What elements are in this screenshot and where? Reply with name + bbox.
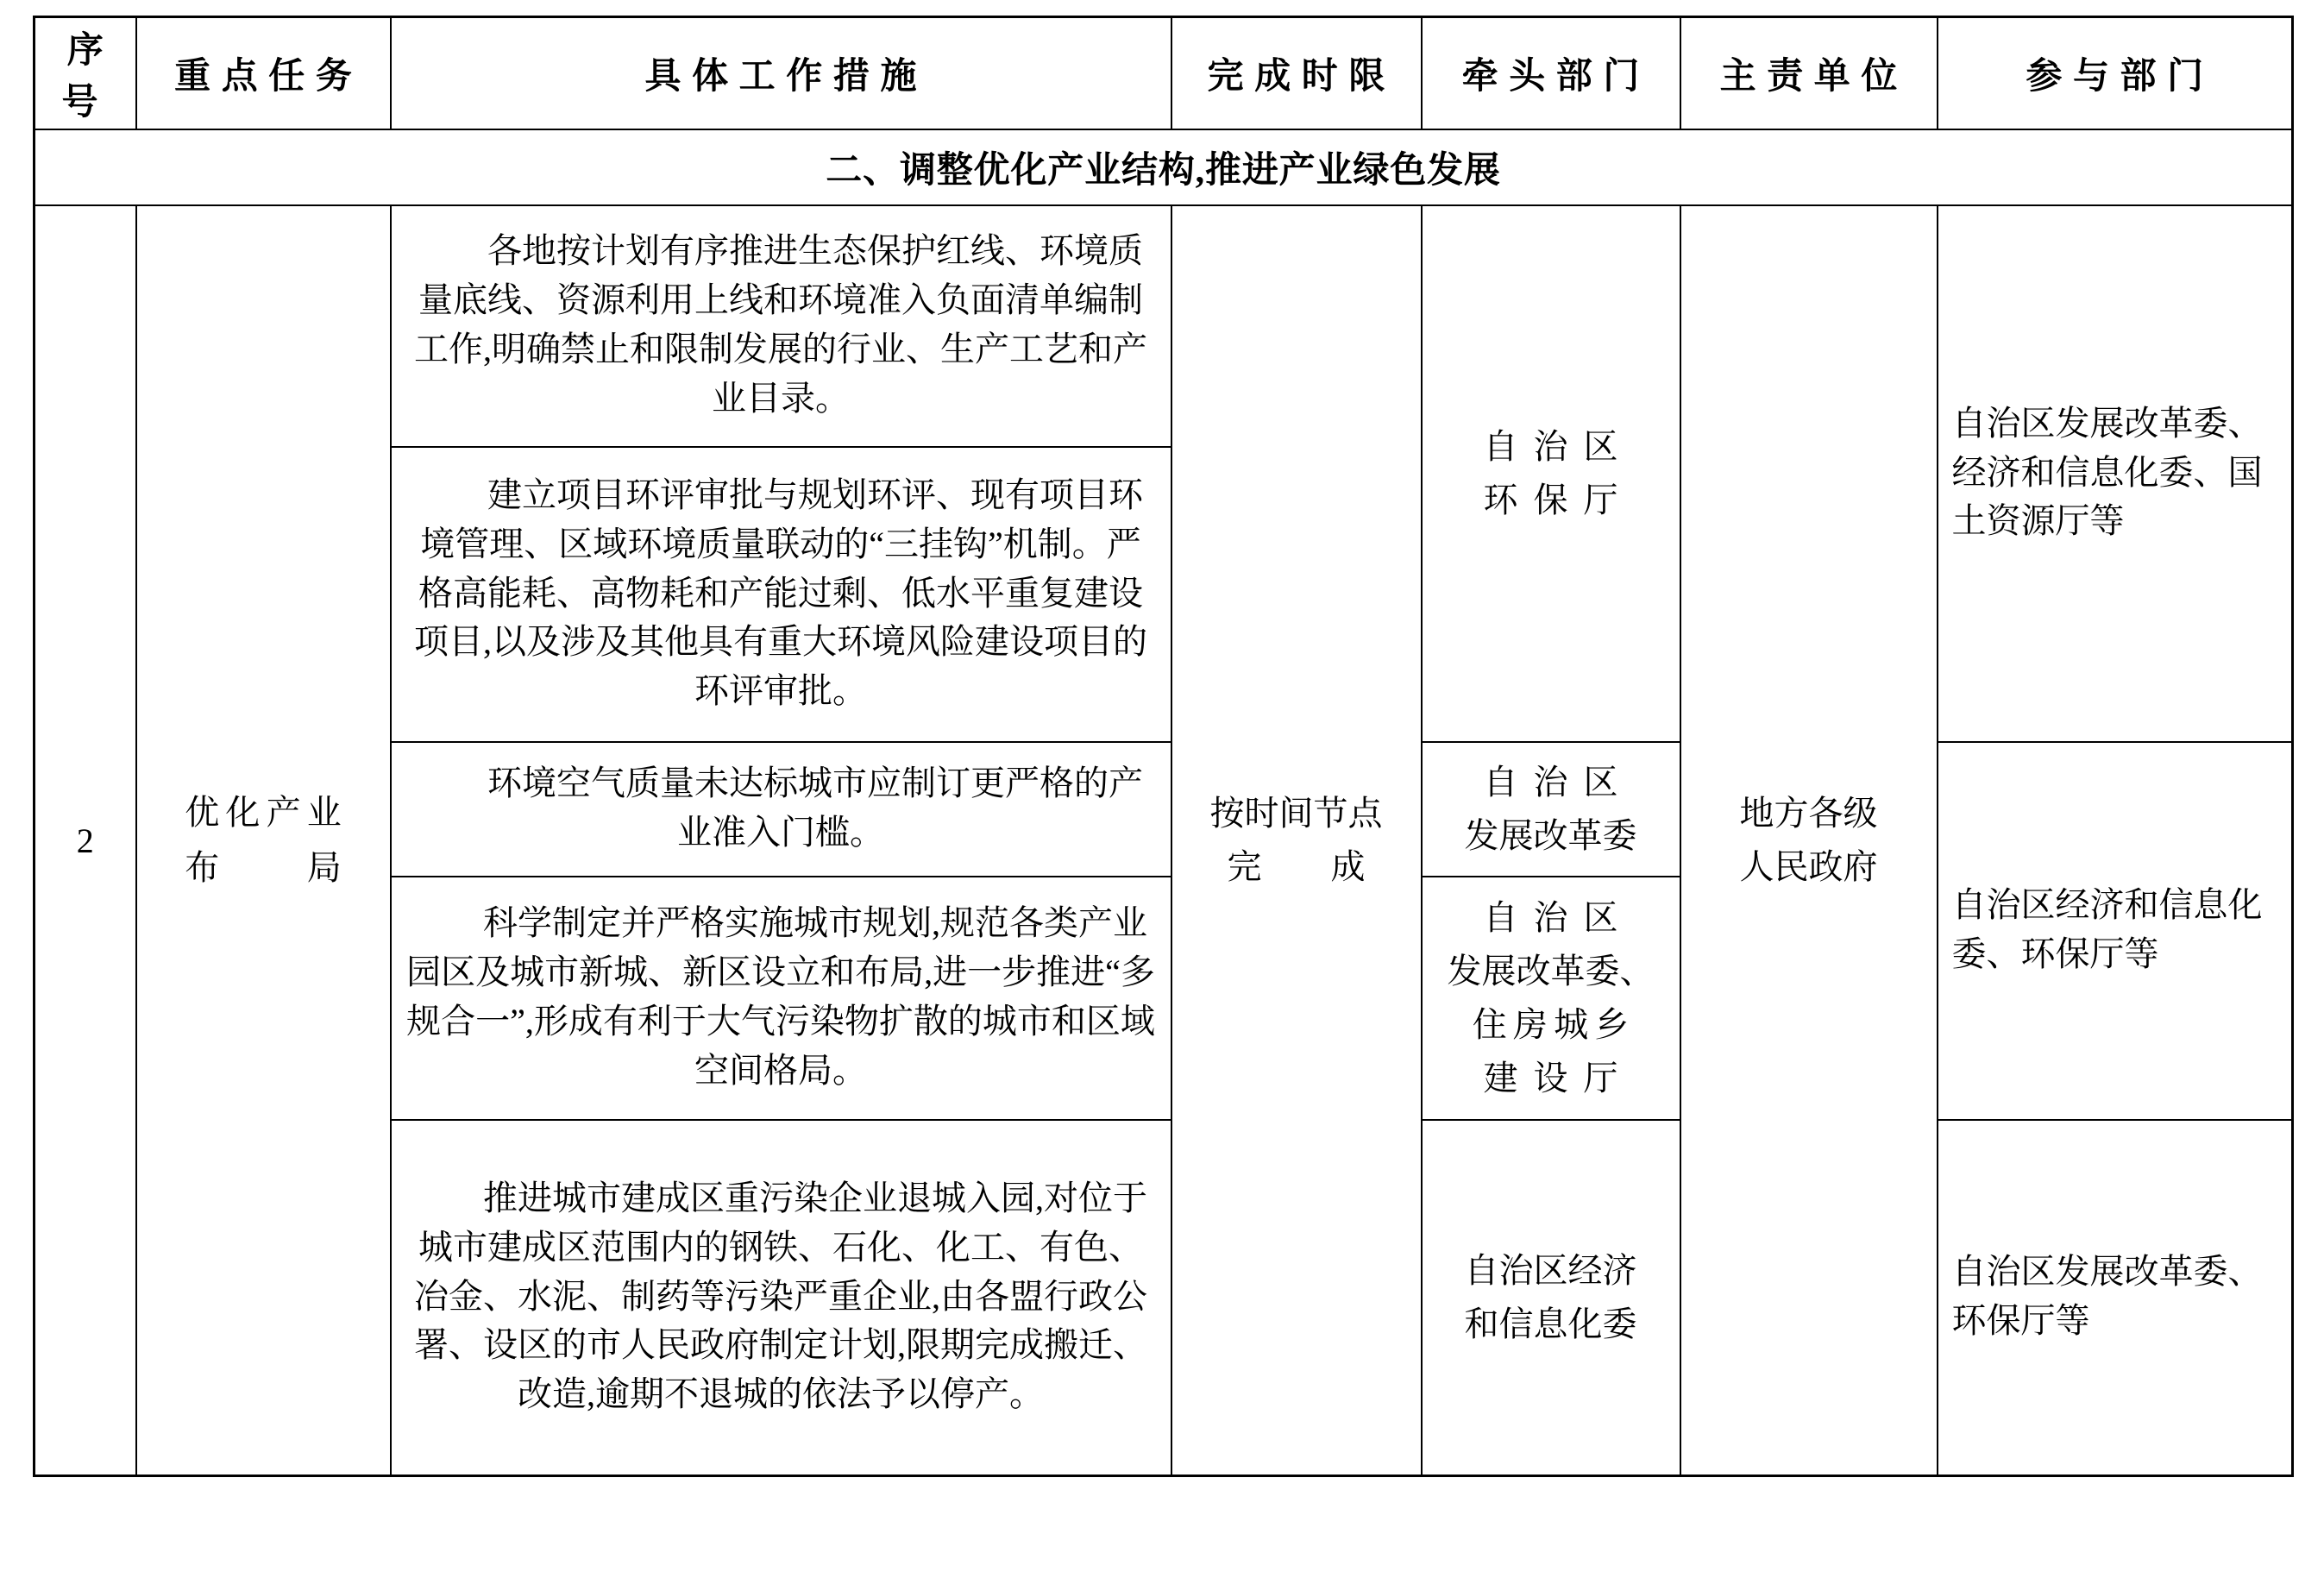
- responsible-unit-line-1: 地方各级: [1739, 794, 1878, 833]
- participants-text-1: 自治区发展改革委、经济和信息化委、国土资源厅等: [1951, 403, 2263, 541]
- measure-text-2: 建立项目环评审批与规划环评、现有项目环境管理、区域环境质量联动的“三挂钩”机制。严格高能耗、高物耗和产能过剩、低水平重复建设项目,以及涉及其他具有重大环境风险建设项目的环评审批。: [414, 475, 1147, 711]
- lead-department-2-line-1: 自治区: [1483, 763, 1634, 802]
- lead-department-3-line-1: 自治区: [1483, 898, 1634, 937]
- responsible-unit-line-2: 人民政府: [1739, 847, 1878, 886]
- participants-text-3: 自治区发展改革委、环保厅等: [1951, 1252, 2263, 1340]
- column-header-lead: 牵头部门: [1422, 17, 1680, 130]
- column-header-task: 重点任务: [136, 17, 391, 130]
- column-header-measures: 具体工作措施: [391, 17, 1171, 130]
- lead-department-3-line-2: 发展改革委、: [1447, 952, 1655, 990]
- measure-text-3: 环境空气质量未达标城市应制订更严格的产业准入门槛。: [487, 764, 1143, 852]
- cell-lead-department-3: [1422, 877, 1680, 1120]
- policy-task-table: [33, 16, 2294, 1477]
- key-task-line-1: 优化产业: [185, 793, 348, 832]
- table-header-row: [35, 17, 2293, 130]
- lead-department-1-line-2: 环保厅: [1483, 481, 1634, 519]
- cell-measure-5: [391, 1120, 1171, 1476]
- lead-department-2-line-2: 发展改革委: [1464, 816, 1637, 855]
- column-header-participants: 参与部门: [1938, 17, 2293, 130]
- lead-department-3-line-4: 建设厅: [1483, 1059, 1634, 1097]
- cell-participants-3: [1938, 1120, 2293, 1476]
- cell-measure-3: [391, 742, 1171, 877]
- cell-measure-4: [391, 877, 1171, 1120]
- participants-text-2: 自治区经济和信息化委、环保厅等: [1951, 885, 2263, 973]
- cell-key-task: [136, 205, 391, 1476]
- section-title: 二、调整优化产业结构,推进产业绿色发展: [35, 129, 2293, 205]
- table-container: [33, 16, 2291, 1477]
- cell-lead-department-1: [1422, 205, 1680, 742]
- cell-sequence-number: 2: [35, 205, 136, 1476]
- lead-department-3-line-3: 住房城乡: [1472, 1005, 1636, 1044]
- cell-participants-2: [1938, 742, 2293, 1120]
- cell-lead-department-4: [1422, 1120, 1680, 1476]
- deadline-line-1: 按时间节点: [1209, 794, 1383, 833]
- measure-text-1: 各地按计划有序推进生态保护红线、环境质量底线、资源利用上线和环境准入负面清单编制工作,明确禁止和限制发展的行业、生产工艺和产业目录。: [414, 231, 1147, 418]
- table-row: [35, 205, 2293, 447]
- column-header-seq: 序号: [35, 17, 136, 130]
- measure-text-5: 推进城市建成区重污染企业退城入园,对位于城市建成区范围内的钢铁、石化、化工、有色、冶金、水泥、制药等污染严重企业,由各盟行政公署、设区的市人民政府制定计划,限期完成搬迁、改造,逾期不退城的依法予以停产。: [414, 1179, 1147, 1414]
- cell-measure-2: [391, 447, 1171, 742]
- key-task-line-2: 布 局: [185, 848, 348, 887]
- lead-department-4-line-1: 自治区经济: [1464, 1251, 1637, 1290]
- cell-lead-department-2: [1422, 742, 1680, 877]
- deadline-line-2: 完 成: [1227, 847, 1366, 886]
- measure-text-4: 科学制定并严格实施城市规划,规范各类产业园区及城市新城、新区设立和布局,进一步推进“多规合一”,形成有利于大气污染物扩散的城市和区域空间格局。: [406, 903, 1155, 1090]
- cell-participants-1: [1938, 205, 2293, 742]
- lead-department-4-line-2: 和信息化委: [1464, 1305, 1637, 1343]
- section-title-row: [35, 129, 2293, 205]
- column-header-responsible: 主责单位: [1680, 17, 1938, 130]
- column-header-deadline: 完成时限: [1171, 17, 1422, 130]
- cell-responsible-unit: [1680, 205, 1938, 1476]
- cell-measure-1: [391, 205, 1171, 447]
- cell-deadline: [1171, 205, 1422, 1476]
- lead-department-1-line-1: 自治区: [1483, 427, 1634, 466]
